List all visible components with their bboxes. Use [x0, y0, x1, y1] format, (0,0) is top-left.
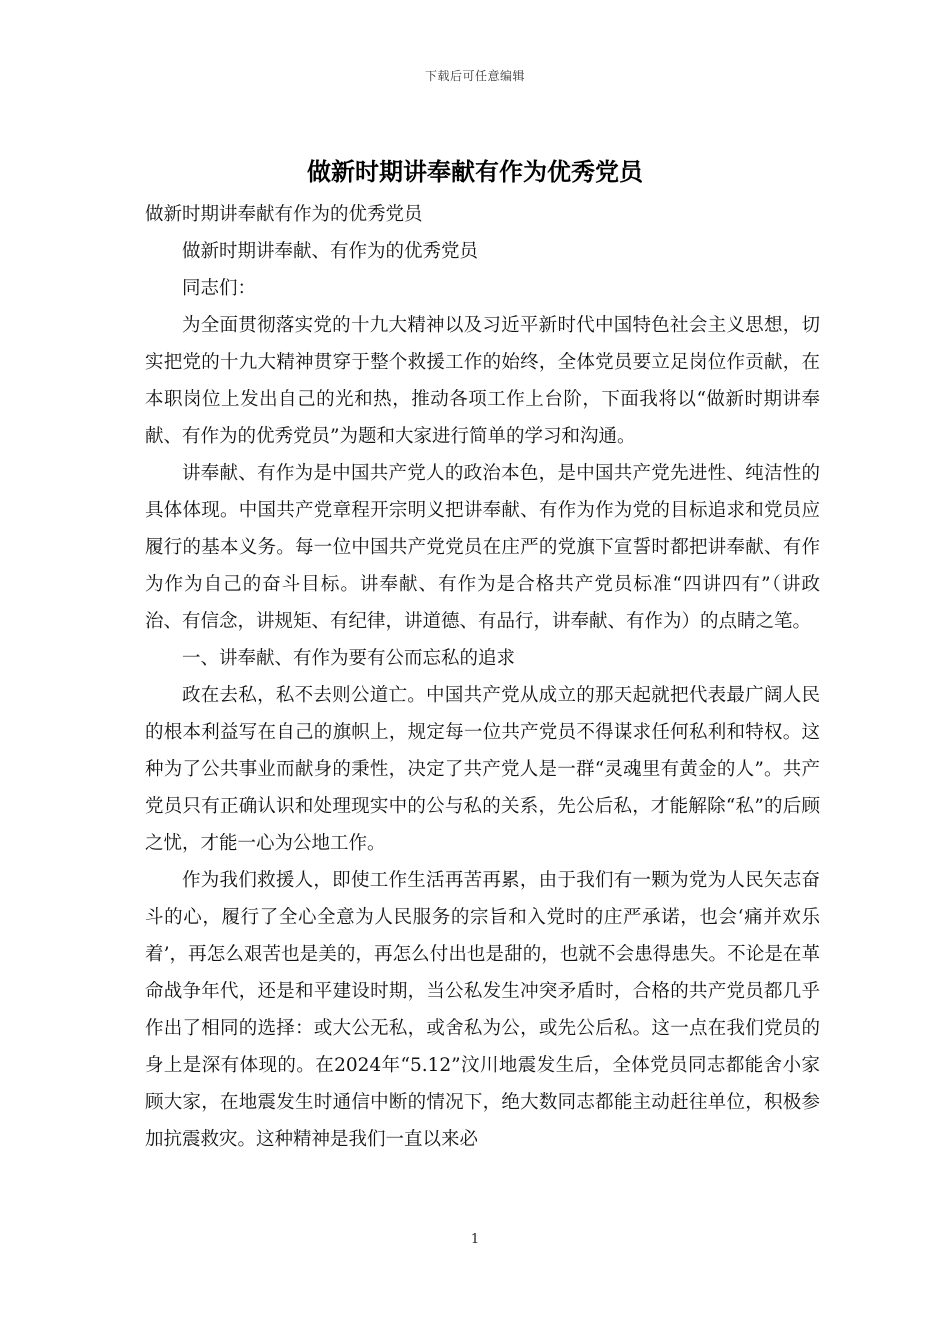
paragraph: 讲奉献、有作为是中国共产党人的政治本色，是中国共产党先进性、纯洁性的具体体现。中国共产党章程开宗明义把讲奉献、有作为作为党的目标追求和党员应履行的基本义务。每一位中国共产党党员在庄严的党旗下宣誓时都把讲奉献、有作为作为自己的奋斗目标。讲奉献、有作为是合格共产党员标准“四讲四有”（讲政治、有信念，讲规矩、有纪律，讲道德、有品行，讲奉献、有作为）的点睛之笔。: [145, 463, 820, 632]
paragraph: 做新时期讲奉献、有作为的优秀党员: [182, 241, 479, 262]
paragraph: 同志们：: [182, 278, 257, 299]
section-heading: 一、讲奉献、有作为要有公而忘私的追求: [182, 648, 516, 669]
paragraph: 为全面贯彻落实党的十九大精神以及习近平新时代中国特色社会主义思想，切实把党的十九大精神贯穿于整个救援工作的始终，全体党员要立足岗位作贡献，在本职岗位上发出自己的光和热，推动各项工作上台阶，下面我将以“做新时期讲奉献、有作为的优秀党员”为题和大家进行简单的学习和沟通。: [145, 315, 820, 447]
page-number: 1: [470, 1232, 480, 1247]
document-title: 做新时期讲奉献有作为优秀党员: [307, 158, 643, 186]
document-subtitle: 做新时期讲奉献有作为的优秀党员: [145, 204, 423, 225]
paragraph: 政在去私，私不去则公道亡。中国共产党从成立的那天起就把代表最广阔人民的根本利益写在自己的旗帜上，规定每一位共产党员不得谋求任何私利和特权。这种为了公共事业而献身的秉性，决定了共产党人是一群“灵魂里有黄金的人”。共产党员只有正确认识和处理现实中的公与私的关系，先公后私，才能解除“私”的后顾之忧，才能一心为公地工作。: [145, 685, 820, 854]
document-body: [145, 196, 820, 1158]
paragraph: 作为我们救援人，即使工作生活再苦再累，由于我们有一颗为党为人民矢志奋斗的心，履行了全心全意为人民服务的宗旨和入党时的庄严承诺，也会‘痛并欢乐着’，再怎么艰苦也是美的，再怎么付出也是甜的，也就不会患得患失。不论是在革命战争年代，还是和平建设时期，当公私发生冲突矛盾时，合格的共产党员都几乎作出了相同的选择：或大公无私，或舍私为公，或先公后私。这一点在我们党员的身上是深有体现的。在2024年“5.12”汶川地震发生后，全体党员同志都能舍小家顾大家，在地震发生时通信中断的情况下，绝大数同志都能主动赶往单位，积极参加抗震救灾。这种精神是我们一直以来必: [145, 870, 820, 1150]
header-note: 下载后可任意编辑: [424, 69, 525, 83]
